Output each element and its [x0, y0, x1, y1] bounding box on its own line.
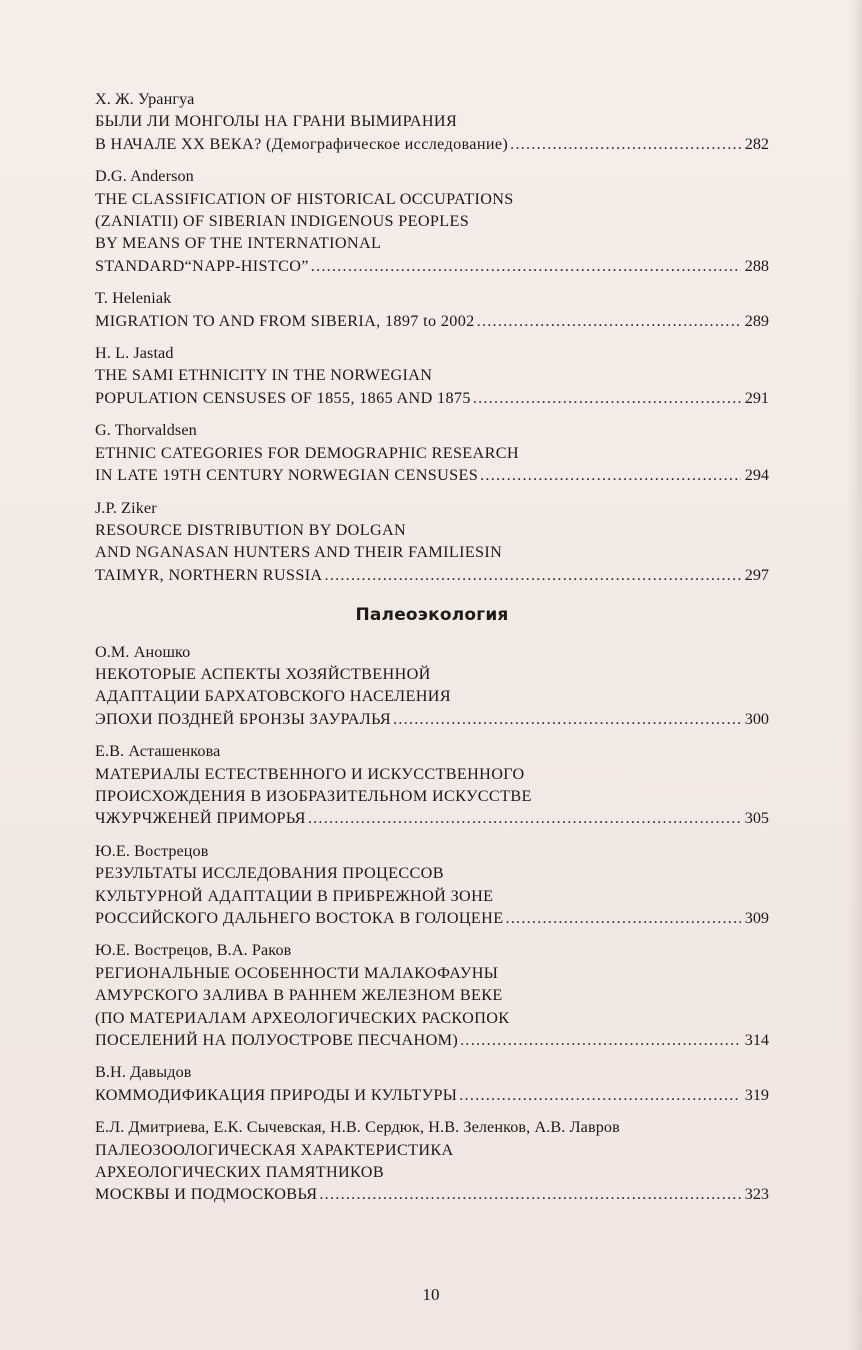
toc-entry: [95, 840, 769, 930]
entry-title-end: ЭПОХИ ПОЗДНЕЙ БРОНЗЫ ЗАУРАЛЬЯ: [95, 709, 392, 728]
entry-last-line: [95, 387, 769, 409]
entry-last-line: [95, 1084, 769, 1106]
dot-leader: [393, 708, 741, 730]
dot-leader: [460, 1029, 741, 1051]
entry-title-line: THE CLASSIFICATION OF HISTORICAL OCCUPATIONS: [95, 189, 514, 208]
toc-entry: [95, 342, 769, 409]
entry-author: Е.Л. Дмитриева, Е.К. Сычевская, Н.В. Сердюк, Н.В. Зеленков, А.В. Лавров: [95, 1118, 620, 1137]
toc-entry: [95, 740, 769, 830]
toc-entry: [95, 88, 769, 155]
entry-title-line: КУЛЬТУРНОЙ АДАПТАЦИИ В ПРИБРЕЖНОЙ ЗОНЕ: [95, 886, 494, 905]
toc-entry: [95, 165, 769, 277]
toc-entry: [95, 287, 769, 332]
entry-page-number: 289: [744, 311, 769, 330]
entry-title-line: RESOURCE DISTRIBUTION BY DOLGAN: [95, 520, 407, 539]
entry-author: Х. Ж. Урангуа: [95, 90, 195, 108]
entry-author: Ю.Е. Вострецов, В.А. Раков: [95, 941, 292, 960]
entry-page-number: 288: [744, 256, 769, 275]
entry-title-line: BY MEANS OF THE INTERNATIONAL: [95, 234, 382, 253]
entry-page-number: 300: [744, 709, 769, 728]
entry-author: Ю.Е. Вострецов: [95, 841, 209, 860]
entry-page-number: 323: [744, 1185, 769, 1204]
entry-title-line: РЕЗУЛЬТАТЫ ИССЛЕДОВАНИЯ ПРОЦЕССОВ: [95, 864, 444, 883]
entry-page-number: 305: [744, 809, 769, 828]
entry-last-line: [95, 564, 769, 586]
entry-title-end: МОСКВЫ И ПОДМОСКОВЬЯ: [95, 1185, 318, 1204]
entry-author: О.М. Аношко: [95, 642, 191, 661]
page-spine-shadow: [848, 0, 862, 1350]
toc-entry: [95, 939, 769, 1051]
entry-title-line: THE SAMI ETHNICITY IN THE NORWEGIAN: [95, 366, 433, 385]
entry-author: H. L. Jastad: [95, 344, 174, 363]
entry-title-end: В НАЧАЛЕ XX ВЕКА? (Демографическое исследование): [95, 134, 509, 153]
entry-last-line: [95, 708, 769, 730]
entry-title-end: STANDARD“NAPP-HISTCO”: [95, 256, 309, 275]
entry-last-line: [95, 310, 769, 332]
entry-title-line: ПРОИСХОЖДЕНИЯ В ИЗОБРАЗИТЕЛЬНОМ ИСКУССТВЕ: [95, 786, 532, 805]
entry-author: G. Thorvaldsen: [95, 421, 197, 440]
table-of-contents: [95, 88, 769, 1216]
entry-author: Е.В. Асташенкова: [95, 742, 221, 761]
toc-entry: [95, 497, 769, 587]
entry-last-line: [95, 1029, 769, 1051]
dot-leader: [505, 907, 740, 929]
entry-page-number: 291: [744, 388, 769, 407]
entry-author: T. Heleniak: [95, 289, 172, 308]
entry-title-line: АМУРСКОГО ЗАЛИВА В РАННЕМ ЖЕЛЕЗНОМ ВЕКЕ: [95, 986, 503, 1005]
entry-title-end: РОССИЙСКОГО ДАЛЬНЕГО ВОСТОКА В ГОЛОЦЕНЕ: [95, 909, 504, 927]
entry-title-end: КОММОДИФИКАЦИЯ ПРИРОДЫ И КУЛЬТУРЫ: [95, 1085, 458, 1104]
entry-title-line: ПАЛЕОЗООЛОГИЧЕСКАЯ ХАРАКТЕРИСТИКА: [95, 1140, 454, 1159]
entry-page-number: 282: [744, 134, 769, 153]
entry-last-line: [95, 807, 769, 829]
toc-entry: [95, 641, 769, 731]
entry-author: D.G. Anderson: [95, 167, 194, 186]
entry-title-line: ETHNIC CATEGORIES FOR DEMOGRAPHIC RESEARCH: [95, 443, 519, 462]
section-heading: Палеоэкология: [355, 605, 509, 626]
dot-leader: [319, 1183, 740, 1205]
dot-leader: [459, 1084, 740, 1106]
entry-author: В.Н. Давыдов: [95, 1063, 192, 1082]
entry-title-end: TAIMYR, NORTHERN RUSSIA: [95, 565, 323, 584]
entry-title-line: АРХЕОЛОГИЧЕСКИХ ПАМЯТНИКОВ: [95, 1163, 384, 1182]
entry-title-end: POPULATION CENSUSES OF 1855, 1865 AND 1875: [95, 388, 471, 407]
dot-leader: [311, 255, 741, 277]
entry-title-line: БЫЛИ ЛИ МОНГОЛЫ НА ГРАНИ ВЫМИРАНИЯ: [95, 112, 458, 131]
toc-entry: [95, 419, 769, 486]
entry-page-number: 319: [744, 1085, 769, 1104]
entry-title-line: МАТЕРИАЛЫ ЕСТЕСТВЕННОГО И ИСКУССТВЕННОГО: [95, 764, 525, 783]
entry-title-end: ЧЖУРЧЖЕНЕЙ ПРИМОРЬЯ: [95, 809, 306, 828]
entry-title-line: НЕКОТОРЫЕ АСПЕКТЫ ХОЗЯЙСТВЕННОЙ: [95, 664, 431, 683]
entry-page-number: 314: [744, 1031, 769, 1050]
entry-page-number: 294: [744, 466, 769, 485]
entry-last-line: [95, 907, 769, 929]
dot-leader: [324, 564, 740, 586]
entry-last-line: [95, 255, 769, 277]
entry-page-number: 297: [744, 565, 769, 584]
entry-title-end: MIGRATION TO AND FROM SIBERIA, 1897 to 2002: [95, 311, 475, 330]
entry-title-line: АДАПТАЦИИ БАРХАТОВСКОГО НАСЕЛЕНИЯ: [95, 687, 451, 706]
page-number: 10: [422, 1285, 440, 1304]
toc-entry: [95, 1061, 769, 1106]
dot-leader: [308, 807, 741, 829]
dot-leader: [473, 387, 741, 409]
toc-entry: [95, 1116, 769, 1206]
entry-author: J.P. Ziker: [95, 498, 157, 517]
dot-leader: [477, 310, 741, 332]
entry-last-line: [95, 133, 769, 155]
entry-last-line: [95, 464, 769, 486]
entry-title-end: IN LATE 19TH CENTURY NORWEGIAN CENSUSES: [95, 466, 479, 485]
entry-title-end: ПОСЕЛЕНИЙ НА ПОЛУОСТРОВЕ ПЕСЧАНОМ): [95, 1031, 459, 1050]
dot-leader: [510, 133, 741, 155]
entry-title-line: (ПО МАТЕРИАЛАМ АРХЕОЛОГИЧЕСКИХ РАСКОПОК: [95, 1008, 510, 1027]
entry-title-line: AND NGANASAN HUNTERS AND THEIR FAMILIESIN: [95, 543, 503, 562]
entry-title-line: РЕГИОНАЛЬНЫЕ ОСОБЕННОСТИ МАЛАКОФАУНЫ: [95, 963, 499, 982]
entry-title-line: (ZANIATII) OF SIBERIAN INDIGENOUS PEOPLES: [95, 212, 470, 231]
entry-last-line: [95, 1183, 769, 1205]
entry-page-number: 309: [744, 909, 769, 927]
dot-leader: [480, 464, 741, 486]
